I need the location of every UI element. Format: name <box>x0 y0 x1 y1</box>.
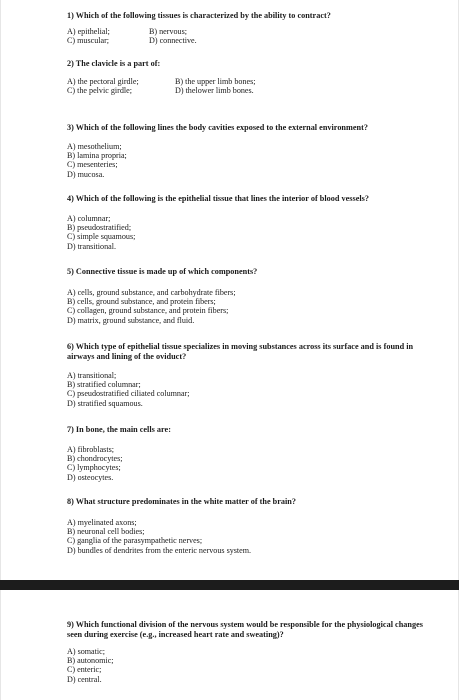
question-7-options <box>67 445 437 482</box>
question-7-option-c: C) lymphocytes; <box>67 463 121 473</box>
question-3-option-a: A) mesothelium; <box>67 142 122 151</box>
question-6 <box>67 342 437 408</box>
question-7-option-b: B) chondrocytes; <box>67 454 123 464</box>
question-9-option-d: D) central. <box>67 674 102 684</box>
question-8-option-d: D) bundles of dendrites from the enteric nervous system. <box>67 545 252 555</box>
question-4-options <box>67 214 437 251</box>
question-1 <box>67 11 437 45</box>
question-2-options <box>67 77 437 95</box>
question-1-option-a: A) epithelial; <box>67 27 110 36</box>
question-3-option-c: C) mesenteries; <box>67 160 118 170</box>
question-6-option-b: B) stratified columnar; <box>67 380 141 390</box>
question-9-option-a: A) somatic; <box>67 647 105 656</box>
question-3-option-b: B) lamina propria; <box>67 151 127 161</box>
question-3-option-d: D) mucosa. <box>67 169 105 179</box>
question-1-option-b: B) nervous; <box>149 27 187 36</box>
question-7-prompt: 7) In bone, the main cells are: <box>67 425 171 434</box>
question-4-option-a: A) columnar; <box>67 214 111 223</box>
question-6-option-d: D) stratified squamous. <box>67 398 143 408</box>
question-7 <box>67 425 437 482</box>
question-9 <box>67 620 437 684</box>
question-2-option-a: A) the pectoral girdle; <box>67 77 139 86</box>
question-7-option-d: D) osteocytes. <box>67 472 114 482</box>
question-5-option-a: A) cells, ground substance, and carbohydrate fibers; <box>67 288 236 297</box>
question-6-prompt: 6) Which type of epithelial tissue specializes in moving substances across its surface and is found in airways and lining of the oviduct? <box>67 342 414 361</box>
question-8-option-b: B) neuronal cell bodies; <box>67 527 145 537</box>
question-9-prompt: 9) Which functional division of the nervous system would be responsible for the physiological changes seen during exercise (e.g., increased heart rate and sweating)? <box>67 620 423 639</box>
question-5-option-d: D) matrix, ground substance, and fluid. <box>67 315 195 325</box>
document-page-2 <box>0 590 459 700</box>
question-3-options <box>67 142 437 179</box>
question-8-prompt: 8) What structure predominates in the white matter of the brain? <box>67 497 296 506</box>
question-2-option-c: C) the pelvic girdle; <box>67 86 132 96</box>
question-5-option-c: C) collagen, ground substance, and protein fibers; <box>67 306 229 316</box>
question-9-options <box>67 647 437 684</box>
question-3 <box>67 123 437 179</box>
question-9-option-c: C) enteric; <box>67 665 102 675</box>
question-2 <box>67 59 437 95</box>
question-5-option-b: B) cells, ground substance, and protein fibers; <box>67 297 216 307</box>
question-2-prompt: 2) The clavicle is a part of: <box>67 59 161 68</box>
question-1-prompt: 1) Which of the following tissues is characterized by the ability to contract? <box>67 11 331 20</box>
question-3-prompt: 3) Which of the following lines the body cavities exposed to the external environment? <box>67 123 368 132</box>
question-1-options <box>67 27 437 45</box>
question-7-option-a: A) fibroblasts; <box>67 445 114 454</box>
question-8-option-c: C) ganglia of the parasympathetic nerves; <box>67 536 203 546</box>
question-5-options <box>67 288 437 325</box>
question-9-option-b: B) autonomic; <box>67 656 114 666</box>
question-6-option-a: A) transitional; <box>67 371 117 380</box>
question-5 <box>67 267 437 325</box>
question-4-prompt: 4) Which of the following is the epithelial tissue that lines the interior of blood vessels? <box>67 194 369 203</box>
question-6-options <box>67 371 437 408</box>
question-4 <box>67 194 437 251</box>
question-6-option-c: C) pseudostratified ciliated columnar; <box>67 389 190 399</box>
question-4-option-b: B) pseudostratified; <box>67 223 132 233</box>
question-2-option-b: B) the upper limb bones; <box>175 77 256 86</box>
question-8-option-a: A) myelinated axons; <box>67 518 137 527</box>
page-separator <box>0 580 459 590</box>
question-4-option-d: D) transitional. <box>67 241 117 251</box>
question-1-option-d: D) connective. <box>149 36 197 46</box>
question-8 <box>67 497 437 555</box>
question-2-option-d: D) thelower limb bones. <box>175 86 254 96</box>
question-5-prompt: 5) Connective tissue is made up of which components? <box>67 267 258 276</box>
question-8-options <box>67 518 437 555</box>
question-4-option-c: C) simple squamous; <box>67 232 136 242</box>
question-1-option-c: C) muscular; <box>67 36 110 46</box>
